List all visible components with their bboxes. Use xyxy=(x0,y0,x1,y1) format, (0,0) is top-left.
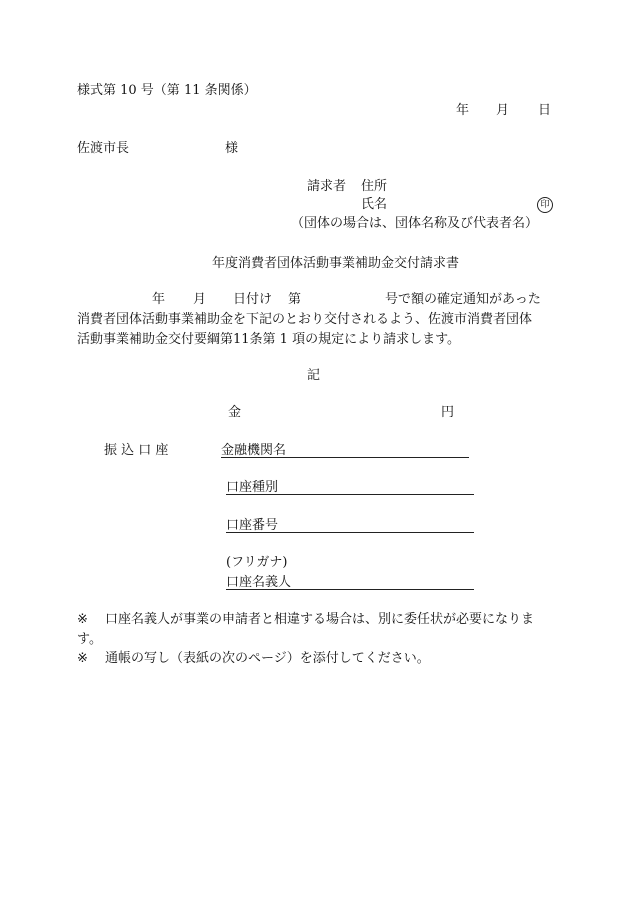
amount-label: 金 xyxy=(228,405,242,420)
account-holder-label: 口座名義人 xyxy=(226,575,292,590)
note-2-mark: ※ xyxy=(77,651,88,666)
requester-name-label: 氏名 xyxy=(361,197,388,212)
document-title: 年度消費者団体活動事業補助金交付請求書 xyxy=(212,256,460,271)
date-day-label: 日 xyxy=(538,103,552,118)
note-1-line-2: す。 xyxy=(77,632,102,647)
note-2-line-1: 通帳の写し（表紙の次のページ）を添付してください。 xyxy=(105,651,430,666)
account-type-label: 口座種別 xyxy=(226,480,279,495)
note-1-mark: ※ xyxy=(77,612,88,627)
addressee-name: 佐渡市長 xyxy=(77,141,130,156)
bank-name-label: 金融機関名 xyxy=(221,443,287,458)
body-dai: 第 xyxy=(288,292,302,307)
requester-note: （団体の場合は、団体名称及び代表者名） xyxy=(291,216,539,231)
body-month: 月 xyxy=(193,292,207,307)
body-year: 年 xyxy=(152,292,166,307)
ki-marker: 記 xyxy=(307,368,321,383)
body-go-text: 号で額の確定通知があった xyxy=(385,292,541,307)
addressee-honorific: 様 xyxy=(225,141,239,156)
body-line-2: 消費者団体活動事業補助金を下記のとおり交付されるよう、佐渡市消費者団体 xyxy=(77,312,533,327)
account-number-label: 口座番号 xyxy=(226,518,279,533)
form-number: 様式第 10 号（第 11 条関係） xyxy=(77,83,257,98)
account-number-field[interactable] xyxy=(226,532,474,533)
account-type-field[interactable] xyxy=(226,494,474,495)
date-month-label: 月 xyxy=(496,103,510,118)
account-holder-field[interactable] xyxy=(226,589,474,590)
requester-address-label: 住所 xyxy=(361,179,388,194)
date-year-label: 年 xyxy=(456,103,470,118)
bank-name-field[interactable] xyxy=(221,457,469,458)
seal-icon: 印 xyxy=(537,197,553,213)
body-line-3: 活動事業補助金交付要綱第11条第 1 項の規定により請求します。 xyxy=(77,332,461,347)
note-1-line-1: 口座名義人が事業の申請者と相違する場合は、別に委任状が必要になりま xyxy=(105,612,535,627)
furigana-label: (フリガナ) xyxy=(226,555,288,570)
amount-unit: 円 xyxy=(441,405,455,420)
requester-label: 請求者 xyxy=(307,179,347,194)
account-heading: 振 込 口 座 xyxy=(104,443,169,458)
body-dated: 日付け xyxy=(233,292,273,307)
